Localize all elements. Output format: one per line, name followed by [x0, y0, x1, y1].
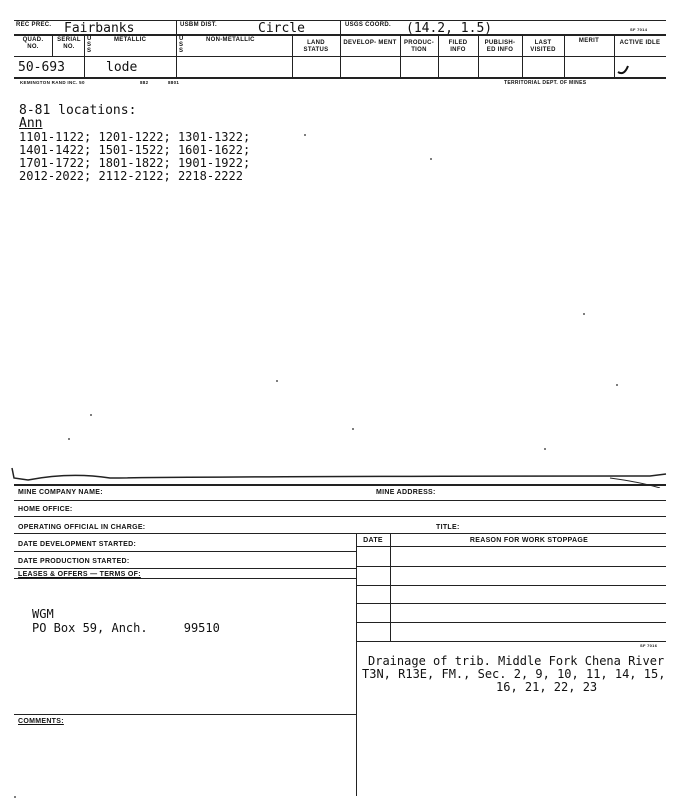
- claim-name: Ann: [19, 116, 43, 131]
- claim-line-1: 1101-1122; 1201-1222; 1301-1322;: [19, 130, 251, 144]
- active-check-mark: [614, 62, 634, 76]
- col-merit: MERIT: [578, 38, 600, 44]
- location-line-2: T3N, R13E, FM., Sec. 2, 9, 10, 11, 14, 15,: [362, 667, 666, 681]
- col-land-status: LAND STATUS: [303, 40, 329, 53]
- location-line-3: 16, 21, 22, 23: [496, 680, 598, 694]
- col-metallic: METALLIC: [114, 37, 147, 43]
- col-uss-2: U S S: [179, 36, 184, 54]
- serial-value: 50-693: [18, 60, 65, 75]
- title-label: TITLE:: [436, 524, 460, 531]
- notes-heading: 8-81 locations:: [19, 103, 137, 118]
- col-serial-no: SERIAL NO.: [57, 37, 81, 50]
- printer-code-1: 882: [140, 80, 149, 85]
- usgs-coord-label: USGS COORD.: [345, 22, 391, 28]
- claim-line-3: 1701-1722; 1801-1822; 1901-1922;: [19, 156, 251, 170]
- mine-company-name-label: MINE COMPANY NAME:: [18, 489, 103, 496]
- operating-official-label: OPERATING OFFICIAL IN CHARGE:: [18, 524, 146, 531]
- printer-code-2: 8801: [168, 80, 180, 85]
- col-uss-1: U S S: [87, 36, 92, 54]
- col-production: PRODUC- TION: [403, 40, 435, 53]
- rec-prec-label: REC PREC.: [16, 22, 52, 28]
- torn-edge: [10, 448, 670, 488]
- territorial-dept-mark: TERRITORIAL DEPT. OF MINES: [504, 80, 587, 86]
- leases-offers-label: LEASES & OFFERS — TERMS OF:: [18, 571, 141, 578]
- comments-label: COMMENTS:: [18, 718, 64, 725]
- region-value: Fairbanks: [64, 21, 135, 36]
- lessee-name: WGM: [32, 607, 54, 621]
- deposit-type-value: lode: [106, 60, 138, 75]
- date-production-started-label: DATE PRODUCTION STARTED:: [18, 558, 130, 565]
- home-office-label: HOME OFFICE:: [18, 506, 73, 513]
- col-filed-info: FILED INFO: [448, 40, 468, 53]
- form-number-small: SF 7016: [640, 643, 658, 648]
- location-line-1: Drainage of trib. Middle Fork Chena River: [368, 654, 665, 668]
- lessee-address: PO Box 59, Anch. 99510: [32, 621, 220, 635]
- usbm-dist-label: USBM DIST.: [180, 22, 218, 28]
- date-column-header: DATE: [363, 537, 383, 544]
- date-development-started-label: DATE DEVELOPMENT STARTED:: [18, 541, 137, 548]
- mine-address-label: MINE ADDRESS:: [376, 489, 436, 496]
- claim-line-2: 1401-1422; 1501-1522; 1601-1622;: [19, 143, 251, 157]
- col-published-info: PUBLISH- ED INFO: [484, 40, 516, 53]
- col-non-metallic: NON-METALLIC: [206, 37, 255, 43]
- claim-line-4: 2012-2022; 2112-2122; 2218-2222: [19, 169, 243, 183]
- col-quad-no: QUAD. NO.: [22, 37, 44, 50]
- coordinates-value: (14.2, 1.5): [406, 21, 493, 36]
- col-development: DEVELOP- MENT: [343, 40, 397, 46]
- col-last-visited: LAST VISITED: [530, 40, 556, 53]
- col-active-idle: ACTIVE IDLE: [619, 40, 661, 46]
- reason-column-header: REASON FOR WORK STOPPAGE: [469, 537, 589, 544]
- form-number: SF 7014: [630, 27, 648, 32]
- district-value: Circle: [258, 21, 305, 36]
- printer-mark: KEMINGTON RAND INC. 50: [20, 80, 85, 85]
